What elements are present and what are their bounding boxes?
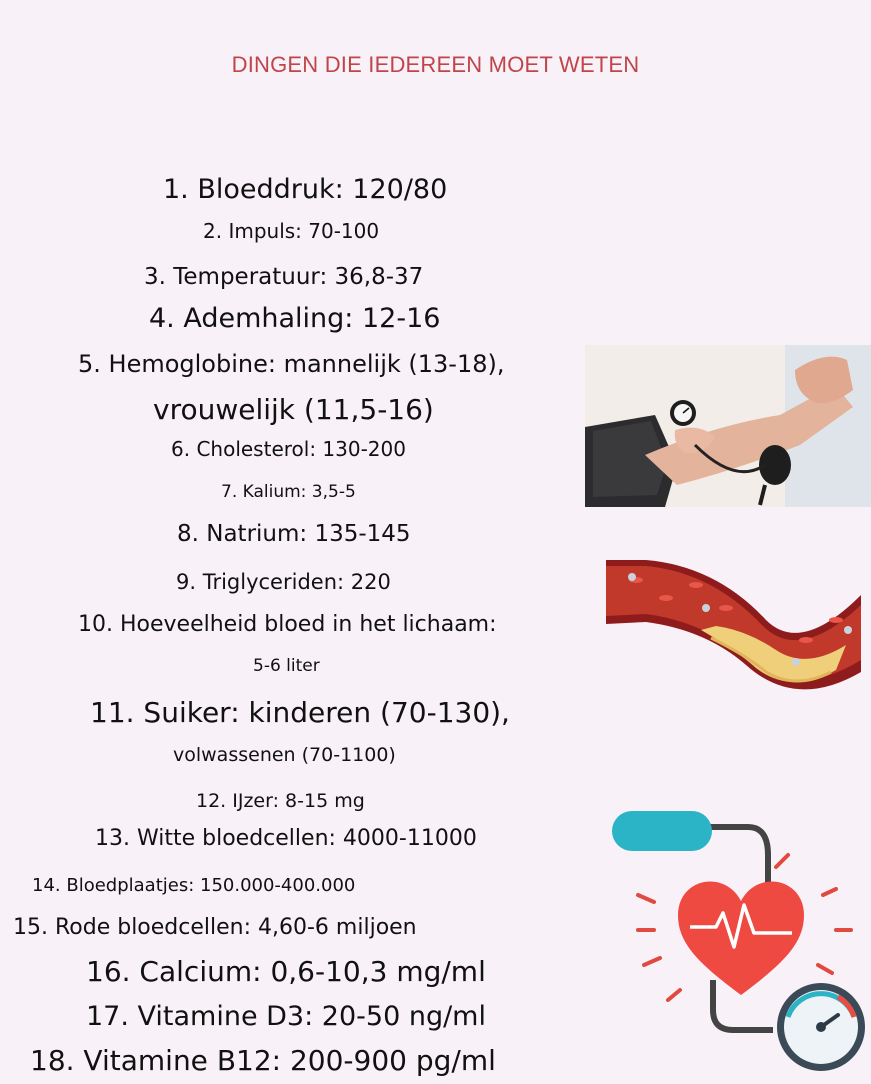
list-item: 17. Vitamine D3: 20-50 ng/ml [86, 1001, 486, 1032]
list-item: 9. Triglyceriden: 220 [176, 570, 391, 594]
list-item: 4. Ademhaling: 12-16 [149, 303, 441, 334]
list-item: vrouwelijk (11,5-16) [153, 393, 434, 426]
list-item: 5-6 liter [253, 656, 320, 676]
list-item: 5. Hemoglobine: mannelijk (13-18), [78, 350, 505, 378]
list-item: 10. Hoeveelheid bloed in het lichaam: [78, 612, 497, 637]
list-item: volwassenen (70-1100) [173, 744, 396, 766]
list-item: 18. Vitamine B12: 200-900 pg/ml [30, 1044, 496, 1077]
list-item: 13. Witte bloedcellen: 4000-11000 [95, 826, 477, 851]
heart-gauge-icon [608, 805, 871, 1080]
list-item: 8. Natrium: 135-145 [177, 521, 411, 547]
list-item: 12. IJzer: 8-15 mg [196, 790, 365, 812]
list-item: 1. Bloeddruk: 120/80 [163, 174, 448, 205]
list-item: 7. Kalium: 3,5-5 [221, 482, 356, 502]
list-item: 16. Calcium: 0,6-10,3 mg/ml [86, 955, 486, 988]
list-item: 2. Impuls: 70-100 [203, 219, 380, 243]
list-item: 3. Temperatuur: 36,8-37 [144, 264, 424, 290]
list-item: 15. Rode bloedcellen: 4,60-6 miljoen [13, 915, 417, 940]
list-item: 14. Bloedplaatjes: 150.000-400.000 [32, 875, 356, 896]
page-title: DINGEN DIE IEDEREEN MOET WETEN [231, 52, 640, 77]
blood-pressure-photo [585, 345, 871, 507]
list-item: 6. Cholesterol: 130-200 [171, 437, 406, 461]
artery-plaque-illustration [606, 560, 861, 705]
list-item: 11. Suiker: kinderen (70-130), [90, 696, 510, 729]
